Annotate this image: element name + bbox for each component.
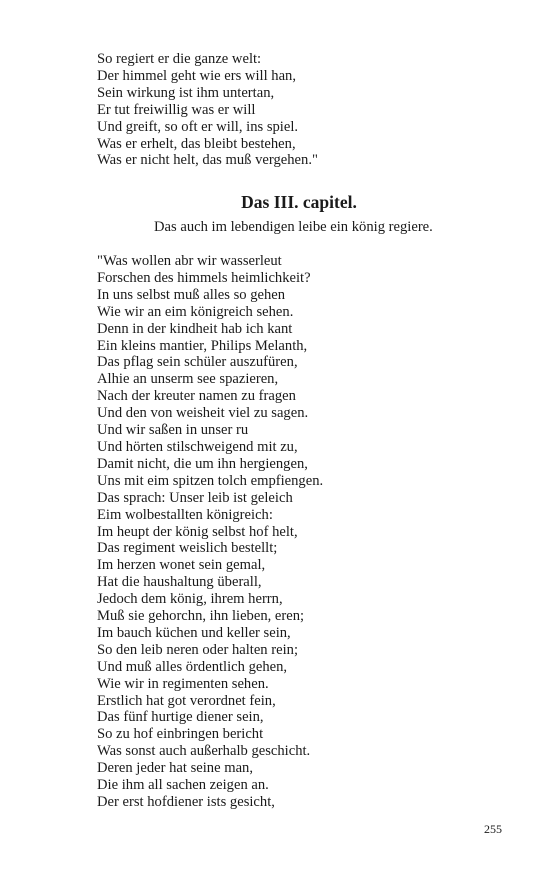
page-number: 255 bbox=[484, 822, 502, 836]
verse-line: So zu hof einbringen bericht bbox=[97, 726, 264, 743]
verse-line: Und greift, so oft er will, ins spiel. bbox=[97, 118, 299, 135]
verse-line: Und muß alles ördentlich gehen, bbox=[97, 658, 288, 675]
verse-line: Ein kleins mantier, Philips Melanth, bbox=[97, 337, 308, 354]
verse-line: Und wir saßen in unser ru bbox=[97, 422, 249, 439]
verse-block-main bbox=[97, 253, 497, 811]
verse-line: Wie wir in regimenten sehen. bbox=[97, 675, 269, 692]
verse-line: Im bauch küchen und keller sein, bbox=[97, 624, 291, 641]
verse-line: Nach der kreuter namen zu fragen bbox=[97, 388, 296, 405]
verse-line: Muß sie gehorchn, ihn lieben, eren; bbox=[97, 608, 305, 625]
chapter-subtitle: Das auch im lebendigen leibe ein könig regiere. bbox=[154, 219, 433, 235]
verse-line: Alhie an unserm see spazieren, bbox=[97, 371, 279, 388]
verse-line: Das regiment weislich bestellt; bbox=[97, 540, 278, 557]
verse-line: Jedoch dem könig, ihrem herrn, bbox=[97, 591, 283, 608]
verse-line: Die ihm all sachen zeigen an. bbox=[97, 777, 269, 794]
verse-line: So den leib neren oder halten rein; bbox=[97, 641, 298, 658]
verse-line: Und hörten stilschweigend mit zu, bbox=[97, 438, 298, 455]
verse-line: Im herzen wonet sein gemal, bbox=[97, 557, 266, 574]
verse-line: "Was wollen abr wir wasserleut bbox=[97, 253, 282, 269]
verse-line: Deren jeder hat seine man, bbox=[97, 760, 253, 777]
verse-line: Damit nicht, die um ihn hergiengen, bbox=[97, 455, 308, 472]
verse-line: Das pflag sein schüler auszufüren, bbox=[97, 354, 298, 371]
verse-line: So regiert er die ganze welt: bbox=[97, 51, 262, 67]
verse-line: In uns selbst muß alles so gehen bbox=[97, 286, 286, 303]
verse-line: Hat die haushaltung überall, bbox=[97, 574, 262, 591]
verse-line: Sein wirkung ist ihm untertan, bbox=[97, 84, 275, 101]
verse-line: Und den von weisheit viel zu sagen. bbox=[97, 405, 309, 422]
verse-line: Er tut freiwillig was er will bbox=[97, 101, 256, 118]
verse-line: Was er nicht helt, das muß vergehen." bbox=[97, 152, 318, 169]
verse-line: Denn in der kindheit hab ich kant bbox=[97, 320, 293, 337]
chapter-title: Das III. capitel. bbox=[241, 192, 357, 212]
verse-line: Forschen des himmels heimlichkeit? bbox=[97, 269, 311, 286]
verse-line: Was er erhelt, das bleibt bestehen, bbox=[97, 135, 296, 152]
verse-line: Im heupt der könig selbst hof helt, bbox=[97, 523, 298, 540]
verse-line: Der himmel geht wie ers will han, bbox=[97, 67, 296, 84]
verse-line: Uns mit eim spitzen tolch empfiengen. bbox=[97, 472, 324, 489]
verse-line: Der erst hofdiener ists gesicht, bbox=[97, 794, 275, 810]
verse-line: Was sonst auch außerhalb geschicht. bbox=[97, 743, 311, 760]
verse-line: Wie wir an eim königreich sehen. bbox=[97, 303, 294, 320]
verse-line: Das sprach: Unser leib ist geleich bbox=[97, 489, 293, 506]
verse-block-top bbox=[97, 51, 497, 169]
verse-line: Das fünf hurtige diener sein, bbox=[97, 709, 264, 726]
verse-line: Eim wolbestallten königreich: bbox=[97, 506, 273, 523]
verse-line: Erstlich hat got verordnet fein, bbox=[97, 692, 276, 709]
